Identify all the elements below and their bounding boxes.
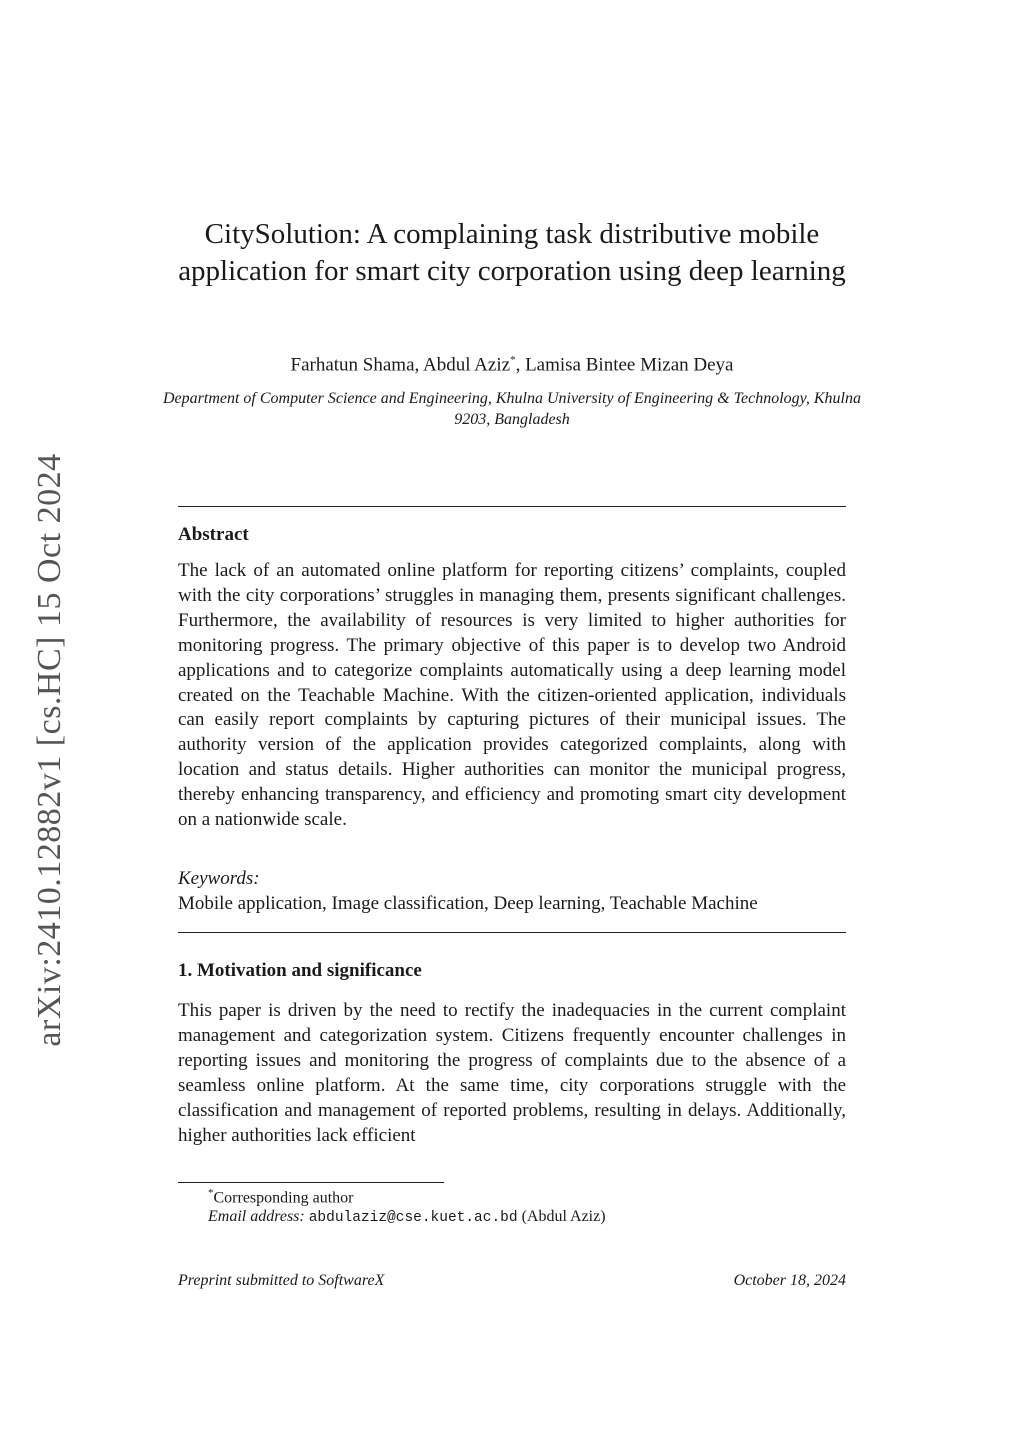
footnote-rule: [178, 1182, 444, 1183]
abstract-heading: Abstract: [178, 524, 249, 545]
keywords-text: Mobile application, Image classification, Deep learning, Teachable Machine: [178, 893, 758, 914]
footnote-text: Corresponding author: [213, 1189, 354, 1207]
email-label: Email address:: [208, 1208, 305, 1225]
author-name: Abdul Aziz: [422, 354, 511, 376]
corresponding-author-mark: *: [510, 354, 516, 366]
abstract-text: The lack of an automated online platform for reporting citizens’ complaints, coupled with the city corporations’ struggles in managing them, presents significant challenges. Furthermore, the availability of resources is very limited to higher authorities for monitoring progress. The primary objective of this paper is to develop two Android applications and to categorize complaints automatically using a deep learning model created on the Teachable Machine. With the citizen-oriented application, individuals can easily report complaints by capturing pictures of their municipal issues. The authority version of the application provides categorized complaints, along with location and status details. Higher authorities can monitor the municipal progress, thereby enhancing transparency, and efficiency and promoting smart city development on a nationwide scale.: [178, 560, 846, 831]
abstract-top-rule: [178, 506, 846, 507]
paper-title: CitySolution: A complaining task distributive mobile application for smart city corporation using deep learning: [178, 218, 846, 287]
email-owner: (Abdul Aziz): [521, 1208, 606, 1225]
section-heading: 1. Motivation and significance: [178, 960, 422, 981]
keywords-label: Keywords:: [178, 868, 260, 889]
footnote-email: [208, 1208, 606, 1226]
abstract-bottom-rule: [178, 932, 846, 933]
arxiv-identifier: arXiv:2410.12882v1 [cs.HC] 15 Oct 2024: [31, 453, 68, 1047]
section-body: This paper is driven by the need to rectify the inadequacies in the current complaint management and categorization system. Citizens frequently encounter challenges in reporting issues and monitoring the progress of complaints due to the absence of a seamless online platform. At the same time, city corporations struggle with the classification and management of reported problems, resulting in delays. Additionally, higher authorities lack efficient: [178, 1000, 846, 1146]
author-list: Farhatun Shama, Abdul Aziz*, Lamisa Bintee Mizan Deya: [290, 354, 734, 376]
preprint-date: October 18, 2024: [733, 1272, 846, 1289]
footnote-corresponding: [208, 1187, 353, 1207]
author-name: Lamisa Bintee Mizan Deya: [525, 354, 734, 376]
email-address[interactable]: abdulaziz@cse.kuet.ac.bd: [308, 1210, 518, 1226]
preprint-note: Preprint submitted to SoftwareX: [178, 1272, 385, 1289]
author-name: Farhatun Shama: [290, 354, 415, 376]
footnote-mark: *: [208, 1187, 214, 1199]
affiliation: Department of Computer Science and Engineering, Khulna University of Engineering & Technology, Khulna 9203, Bangladesh: [163, 390, 861, 428]
